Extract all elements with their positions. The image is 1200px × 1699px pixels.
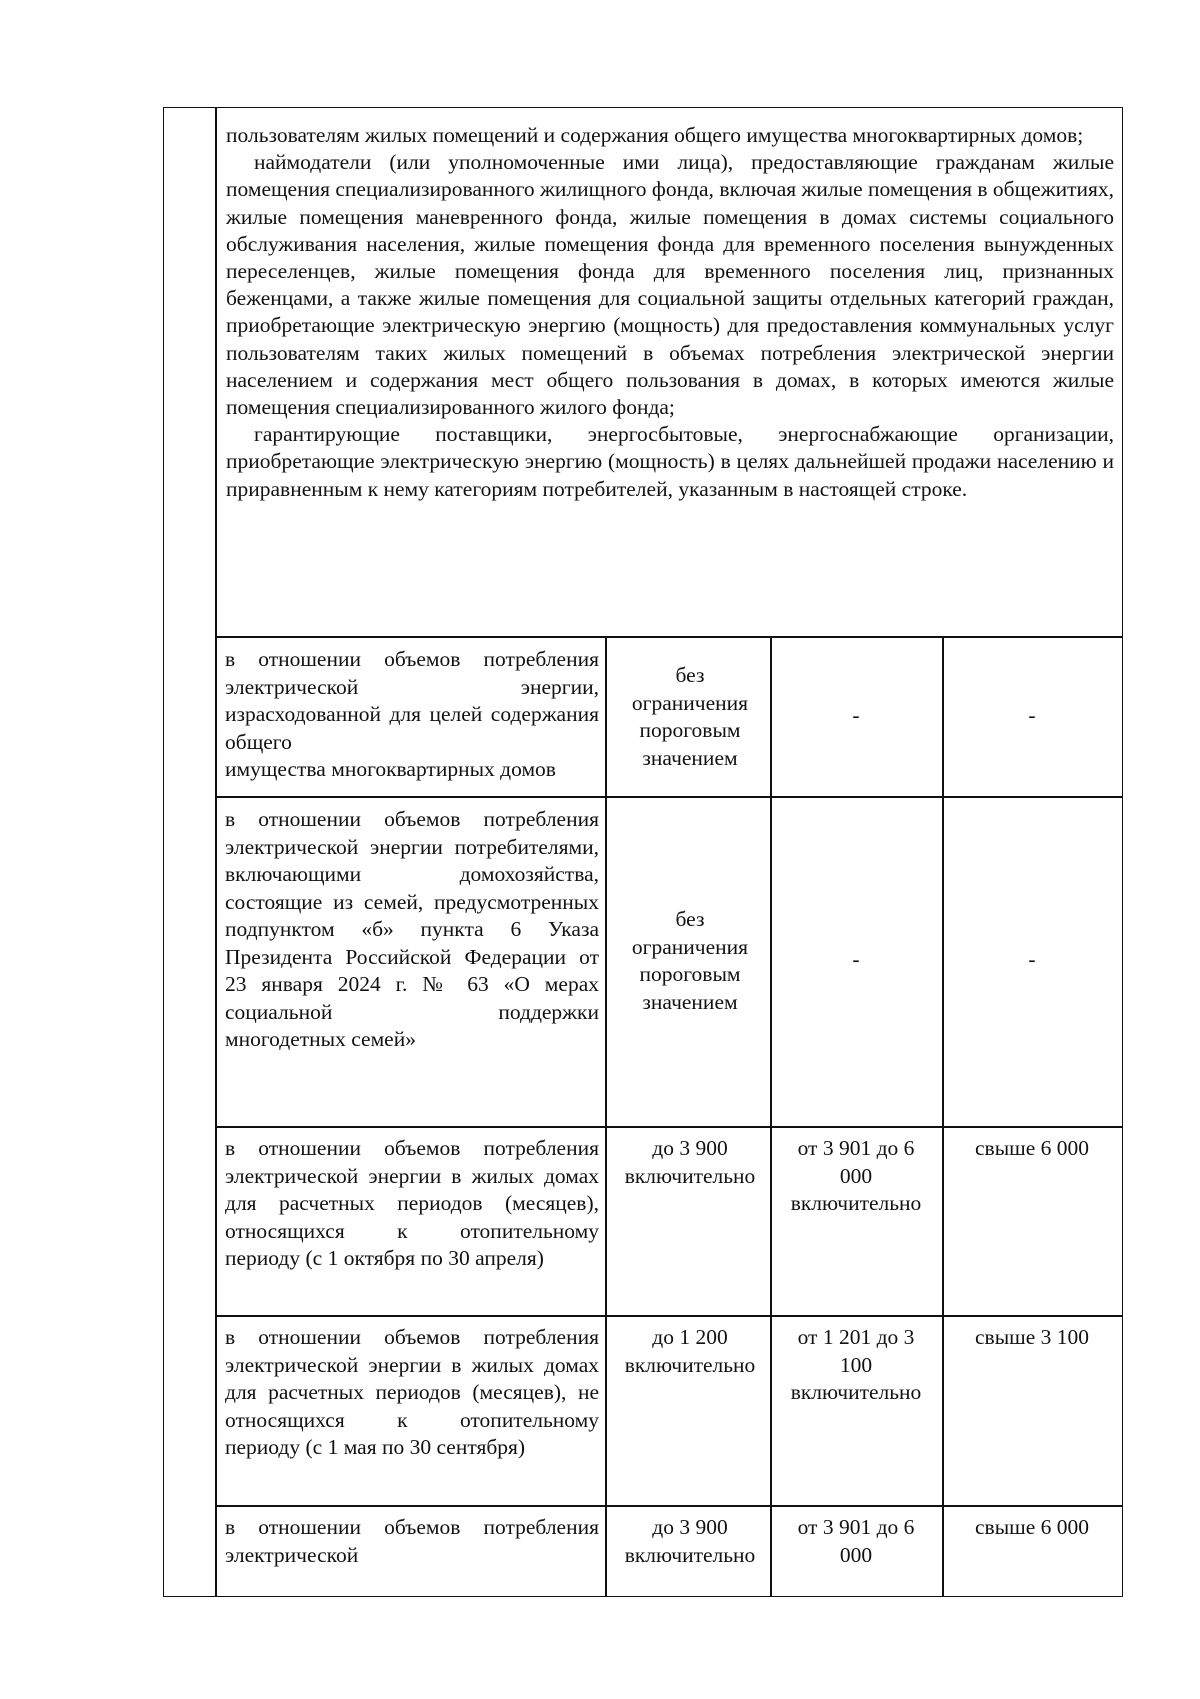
row-description: в отношении объемов потребления электрической — [225, 1515, 599, 1567]
threshold-col2: - — [852, 703, 860, 727]
row-description: в отношении объемов потребления электрической энергии, израсходованной для целей содержания общего имущества многоквартирных домов — [225, 647, 599, 781]
threshold-col3: свыше 3 100 — [975, 1325, 1089, 1349]
threshold-col3: - — [1028, 947, 1036, 971]
intro-paragraph: пользователям жилых помещений и содержания общего имущества многоквартирных домов; — [226, 123, 1084, 147]
row-divider — [215, 796, 1122, 798]
threshold-col2: от 1 201 до 3 100 включительно — [790, 1325, 922, 1404]
threshold-col1: до 3 900 включительно — [624, 1515, 756, 1567]
threshold-col1: до 3 900 включительно — [624, 1136, 756, 1188]
threshold-col1: без ограничения пороговым значением — [631, 663, 749, 770]
column-divider-c1 — [770, 637, 772, 1597]
threshold-col2: от 3 901 до 6 000 — [797, 1515, 915, 1567]
row-description: в отношении объемов потребления электрической энергии в жилых домах для расчетных периодов (месяцев), не относящихся к отопительному периоду (с 1 мая по 30 сентября) — [225, 1325, 599, 1459]
row-divider — [215, 636, 1122, 638]
threshold-col2: от 3 901 до 6 000 включительно — [790, 1136, 922, 1215]
intro-paragraph: гарантирующие поставщики, энергосбытовые, энергоснабжающие организации, приобретающие электрическую энергию (мощность) в целях дальнейшей продажи населению и приравненным к нему категориям потребителей, указанным в настоящей строке. — [226, 422, 1114, 501]
row-description: в отношении объемов потребления электрической энергии потребителями, включающими домохозяйства, состоящие из семей, предусмотренных подпунктом «б» пункта 6 Указа Президента Российской Федерации от 23 января 2024 г. № 63 «О мерах социальной поддержки многодетных семей» — [225, 807, 599, 1051]
threshold-col2: - — [852, 947, 860, 971]
column-divider-c2 — [942, 637, 944, 1597]
row-divider — [215, 1126, 1122, 1128]
row-divider — [215, 1315, 1122, 1317]
threshold-col1: до 1 200 включительно — [624, 1325, 756, 1377]
column-divider-desc — [605, 637, 607, 1597]
threshold-col3: - — [1028, 703, 1036, 727]
intro-paragraph: наймодатели (или уполномоченные ими лица), предоставляющие гражданам жилые помещения специализированного жилищного фонда, включая жилые помещения в общежитиях, жилые помещения маневренного фонда, жилые помещения в домах системы социального обслуживания населения, жилые помещения фонда для временного поселения вынужденных переселенцев, жилые помещения фонда для временного поселения лиц, признанных беженцами, а также жилые помещения для социальной защиты отдельных категорий граждан, приобретающие электрическую энергию (мощность) для предоставления коммунальных услуг пользователям таких жилых помещений в объемах потребления электрической энергии населением и содержания мест общего пользования в домах, в которых имеются жилые помещения специализированного жилого фонда; — [226, 150, 1114, 420]
threshold-col1: без ограничения пороговым значением — [631, 907, 749, 1014]
row-description: в отношении объемов потребления электрической энергии в жилых домах для расчетных периодов (месяцев), относящихся к отопительному периоду (с 1 октября по 30 апреля) — [225, 1136, 599, 1270]
threshold-col3: свыше 6 000 — [975, 1136, 1089, 1160]
intro-text — [226, 122, 1114, 503]
threshold-col3: свыше 6 000 — [975, 1515, 1089, 1539]
column-divider-left — [215, 107, 217, 1597]
row-divider — [215, 1505, 1122, 1507]
